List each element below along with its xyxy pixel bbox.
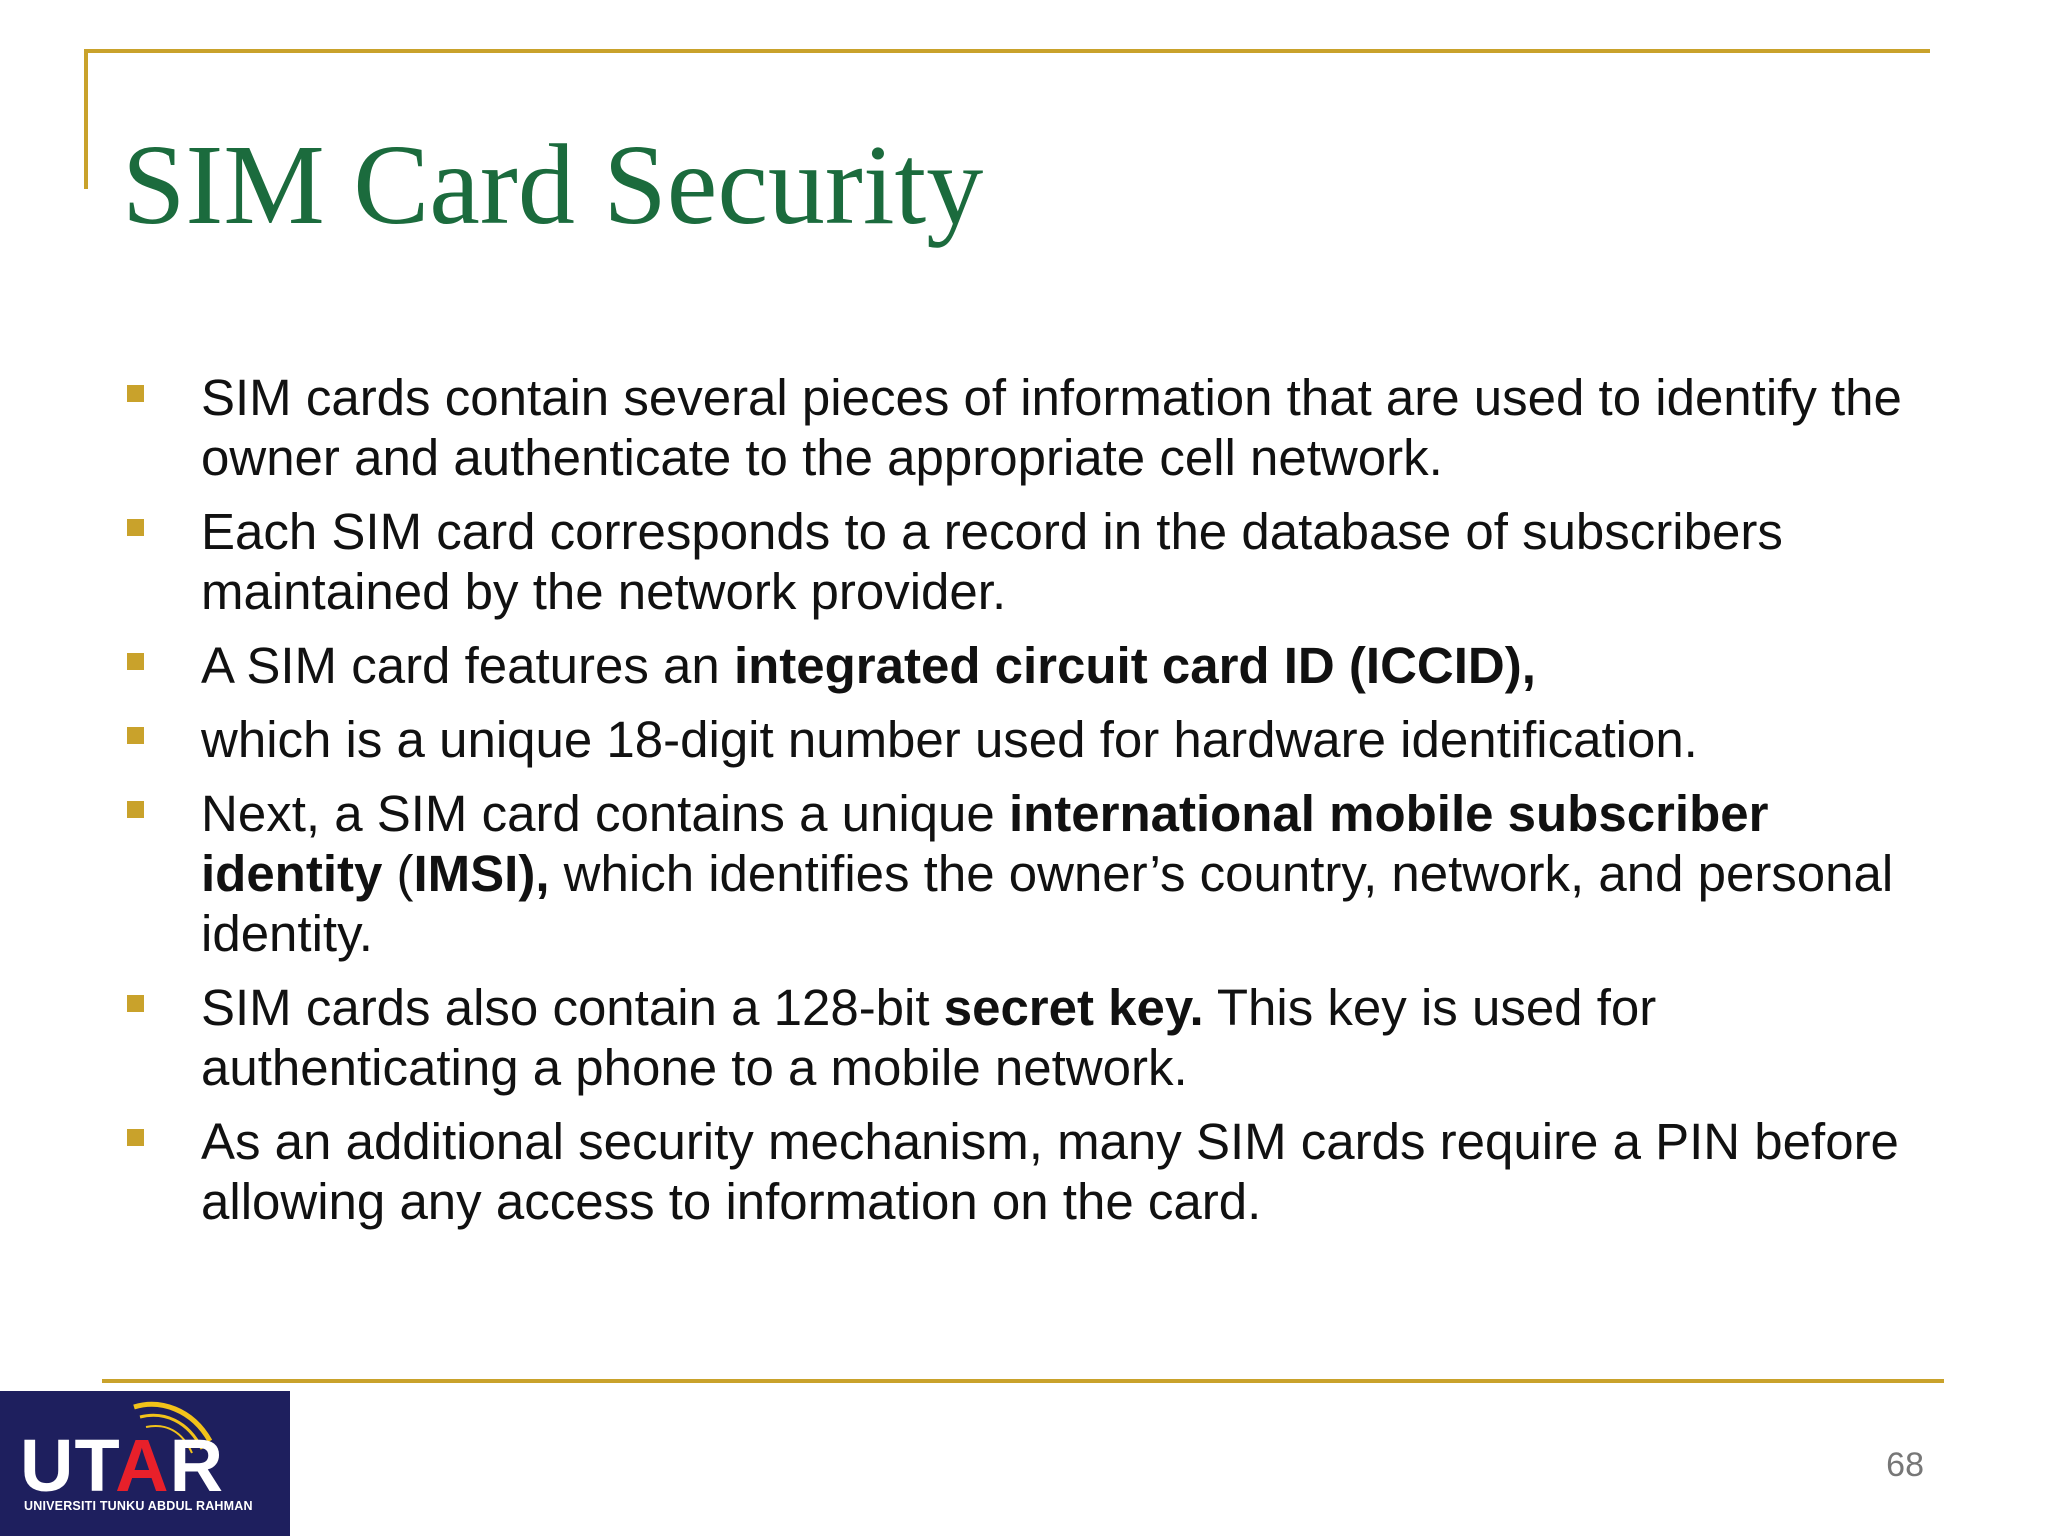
bullet-text: As an additional security mechanism, many SIM cards require a PIN before allowing any access to information on the card. bbox=[201, 1113, 1899, 1230]
bullet-item bbox=[124, 784, 1924, 964]
bullet-marker-icon bbox=[127, 1129, 144, 1146]
bullet-text-bold: secret key. bbox=[943, 979, 1204, 1036]
bullet-text: This key is used for authenticating a phone to a mobile network. bbox=[201, 979, 1657, 1096]
bullet-text: SIM cards contain several pieces of information that are used to identify the owner and authenticate to the appropriate cell network. bbox=[201, 369, 1902, 486]
bullet-item bbox=[124, 368, 1924, 488]
bullet-item bbox=[124, 502, 1924, 622]
bullet-text-bold: integrated circuit card ID (ICCID), bbox=[733, 637, 1536, 694]
bullet-marker-icon bbox=[127, 519, 144, 536]
bullet-marker-icon bbox=[127, 801, 144, 818]
bullet-marker-icon bbox=[127, 995, 144, 1012]
bullet-text: ( bbox=[382, 845, 414, 902]
utar-logo-icon bbox=[0, 1391, 290, 1536]
bullet-list bbox=[124, 368, 1924, 1246]
bullet-item bbox=[124, 978, 1924, 1098]
bullet-text: Next, a SIM card contains a unique bbox=[201, 785, 1009, 842]
logo-word-letter: A bbox=[115, 1424, 170, 1507]
bullet-text: Each SIM card corresponds to a record in the database of subscribers maintained by the network provider. bbox=[201, 503, 1783, 620]
bullet-marker-icon bbox=[127, 727, 144, 744]
bullet-marker-icon bbox=[127, 653, 144, 670]
bullet-item bbox=[124, 710, 1924, 770]
slide-title: SIM Card Security bbox=[122, 121, 984, 248]
page-number: 68 bbox=[1886, 1446, 1924, 1484]
left-rule bbox=[84, 49, 88, 189]
bottom-rule bbox=[102, 1379, 1944, 1383]
bullet-item bbox=[124, 636, 1924, 696]
logo-word-text: UTAR bbox=[20, 1424, 225, 1507]
bullet-text: SIM cards also contain a 128-bit bbox=[201, 979, 944, 1036]
bullet-text: A SIM card features an bbox=[201, 637, 734, 694]
top-rule bbox=[84, 49, 1930, 53]
bullet-text-bold: IMSI), bbox=[413, 845, 550, 902]
bullet-item bbox=[124, 1112, 1924, 1232]
logo-subtitle: UNIVERSITI TUNKU ABDUL RAHMAN bbox=[24, 1499, 253, 1513]
bullet-text: which is a unique 18-digit number used for hardware identification. bbox=[201, 711, 1698, 768]
bullet-text: which identifies the owner’s country, network, and personal identity. bbox=[201, 845, 1894, 962]
bullet-marker-icon bbox=[127, 385, 144, 402]
bullet-text-bold: international mobile subscriber identity bbox=[201, 785, 1769, 902]
